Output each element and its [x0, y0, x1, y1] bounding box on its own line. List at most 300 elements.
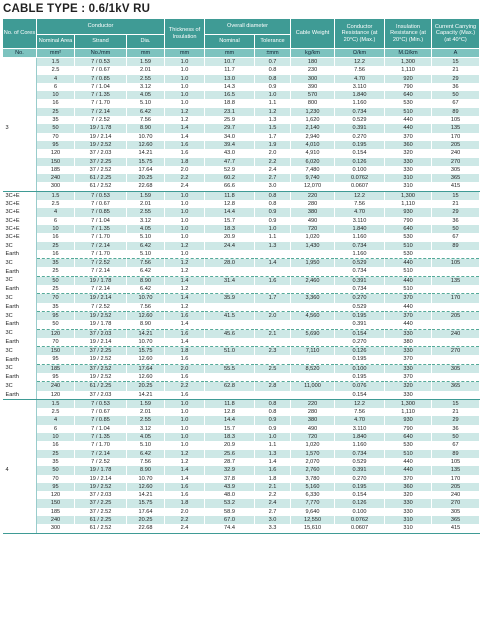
- table-row: [3, 466, 480, 474]
- header-conductor: Conductor: [37, 19, 165, 35]
- table-cell: 10: [37, 91, 75, 99]
- table-row: [3, 516, 480, 524]
- table-cell: [205, 391, 255, 400]
- table-row: [3, 338, 480, 347]
- table-cell: 7 / 2.52: [75, 303, 127, 312]
- table-cell: 0.270: [335, 133, 385, 141]
- table-cell: 17.64: [127, 508, 165, 516]
- table-cell: [291, 338, 335, 347]
- table-cell: 205: [432, 483, 480, 491]
- table-cell: [432, 373, 480, 382]
- table-cell: 1.0: [165, 58, 205, 67]
- table-cell: 1.5: [37, 58, 75, 67]
- table-cell: 1.6: [165, 329, 205, 338]
- table-cell: [432, 355, 480, 364]
- table-cell: 0.126: [335, 499, 385, 507]
- table-cell: 16: [37, 441, 75, 449]
- table-row: [3, 458, 480, 466]
- table-cell: 4,010: [291, 141, 335, 149]
- table-row: [3, 433, 480, 441]
- group-3-core: [3, 58, 480, 192]
- table-cell: 330: [385, 391, 432, 400]
- table-cell: 15: [432, 58, 480, 67]
- table-cell: 1.160: [335, 441, 385, 449]
- table-cell: 370: [385, 294, 432, 303]
- table-cell: 14.21: [127, 391, 165, 400]
- table-cell: 7.56: [127, 458, 165, 466]
- table-cell: 120: [37, 391, 75, 400]
- table-cell: 1.0: [165, 217, 205, 225]
- table-cell: 310: [385, 524, 432, 533]
- table-cell: 930: [385, 208, 432, 216]
- table-cell: 35: [37, 303, 75, 312]
- table-cell: 37 / 2.52: [75, 364, 127, 373]
- table-cell: 0.9: [255, 217, 291, 225]
- table-row: [3, 294, 480, 303]
- table-cell: 440: [385, 276, 432, 285]
- table-cell: 0.9: [255, 83, 291, 91]
- table-cell: 4.05: [127, 91, 165, 99]
- table-cell: 6,330: [291, 491, 335, 499]
- core-cell: [3, 425, 37, 433]
- table-cell: 570: [291, 91, 335, 99]
- table-cell: 25.9: [205, 116, 255, 124]
- table-cell: 7 / 2.52: [75, 458, 127, 466]
- table-cell: 9,640: [291, 508, 335, 516]
- table-cell: 790: [385, 83, 432, 91]
- table-cell: 0.126: [335, 158, 385, 166]
- table-cell: 1,300: [385, 58, 432, 67]
- table-cell: 510: [385, 267, 432, 276]
- table-cell: 1.5: [37, 191, 75, 200]
- table-cell: 37 / 2.03: [75, 391, 127, 400]
- table-row: [3, 329, 480, 338]
- table-cell: 14.4: [205, 208, 255, 216]
- table-cell: 17.64: [127, 364, 165, 373]
- table-cell: 510: [385, 108, 432, 116]
- core-cell: Earth: [3, 303, 37, 312]
- unit-cell: No.: [3, 49, 37, 58]
- table-cell: 89: [432, 450, 480, 458]
- table-cell: 15: [432, 191, 480, 200]
- table-cell: 1.6: [165, 373, 205, 382]
- table-row: [3, 242, 480, 250]
- core-cell: [3, 433, 37, 441]
- table-cell: 2,070: [291, 458, 335, 466]
- table-cell: 14.21: [127, 149, 165, 157]
- core-cell: [3, 99, 37, 107]
- table-cell: 0.270: [335, 475, 385, 483]
- table-cell: 10.70: [127, 133, 165, 141]
- table-cell: 20.25: [127, 174, 165, 182]
- table-row: [3, 133, 480, 141]
- unit-cell: kg/km: [291, 49, 335, 58]
- core-cell: [3, 182, 37, 191]
- table-cell: 0.270: [335, 294, 385, 303]
- table-cell: [291, 373, 335, 382]
- table-cell: 12.60: [127, 311, 165, 320]
- table-row: [3, 141, 480, 149]
- table-cell: 390: [291, 83, 335, 91]
- table-cell: 1.0: [165, 208, 205, 216]
- table-cell: 0.734: [335, 267, 385, 276]
- table-cell: 2.5: [37, 66, 75, 74]
- table-cell: 7.56: [335, 66, 385, 74]
- table-cell: 7,110: [291, 347, 335, 356]
- table-cell: 185: [37, 166, 75, 174]
- table-row: [3, 217, 480, 225]
- table-cell: 300: [291, 75, 335, 83]
- table-cell: 0.0762: [335, 174, 385, 182]
- table-cell: [205, 303, 255, 312]
- table-cell: 2.8: [255, 382, 291, 391]
- table-cell: 7 / 1.35: [75, 225, 127, 233]
- table-cell: 330: [385, 499, 432, 507]
- table-cell: 0.076: [335, 382, 385, 391]
- table-cell: 61 / 2.25: [75, 382, 127, 391]
- table-cell: 19 / 2.52: [75, 483, 127, 491]
- table-cell: 50: [37, 276, 75, 285]
- table-cell: 240: [37, 516, 75, 524]
- table-cell: 510: [385, 242, 432, 250]
- table-cell: [255, 338, 291, 347]
- table-cell: 4.70: [335, 75, 385, 83]
- table-cell: 1.3: [255, 242, 291, 250]
- table-cell: 67: [432, 233, 480, 241]
- table-cell: 24.4: [205, 242, 255, 250]
- core-cell: 3C+E: [3, 208, 37, 216]
- table-cell: 15,610: [291, 524, 335, 533]
- table-cell: 1.2: [165, 458, 205, 466]
- table-cell: 3.12: [127, 425, 165, 433]
- table-cell: 25: [37, 108, 75, 116]
- table-cell: 1,110: [385, 200, 432, 208]
- table-cell: 0.154: [335, 491, 385, 499]
- table-row: [3, 158, 480, 166]
- table-row: [3, 182, 480, 191]
- table-cell: 43.9: [205, 483, 255, 491]
- table-cell: [255, 391, 291, 400]
- table-cell: 15.75: [127, 347, 165, 356]
- table-cell: 1.1: [255, 233, 291, 241]
- table-cell: 1.0: [165, 200, 205, 208]
- table-cell: [291, 355, 335, 364]
- core-cell: 3C+E: [3, 200, 37, 208]
- table-cell: 19 / 1.78: [75, 320, 127, 329]
- table-cell: 240: [432, 149, 480, 157]
- table-cell: 1.2: [165, 267, 205, 276]
- table-row: [3, 116, 480, 124]
- core-cell: 4: [3, 466, 37, 474]
- table-cell: 0.391: [335, 276, 385, 285]
- table-cell: 3.12: [127, 217, 165, 225]
- table-cell: 270: [432, 499, 480, 507]
- table-cell: 640: [385, 433, 432, 441]
- table-row: [3, 475, 480, 483]
- unit-cell: Ω/km: [335, 49, 385, 58]
- table-cell: 11.8: [205, 191, 255, 200]
- table-cell: 0.8: [255, 399, 291, 408]
- table-cell: 1.160: [335, 99, 385, 107]
- unit-cell: No./mm: [75, 49, 127, 58]
- table-cell: 640: [385, 225, 432, 233]
- table-cell: 330: [385, 364, 432, 373]
- table-cell: 21: [432, 408, 480, 416]
- table-cell: 1.0: [165, 399, 205, 408]
- core-cell: [3, 108, 37, 116]
- table-cell: 7 / 0.85: [75, 75, 127, 83]
- table-cell: 185: [37, 364, 75, 373]
- table-cell: [291, 250, 335, 259]
- units-row: [3, 49, 480, 58]
- table-cell: 310: [385, 174, 432, 182]
- table-cell: 22.68: [127, 524, 165, 533]
- table-cell: 6.42: [127, 108, 165, 116]
- table-cell: 1.840: [335, 225, 385, 233]
- table-cell: 95: [37, 141, 75, 149]
- table-cell: 6.42: [127, 267, 165, 276]
- table-cell: 380: [385, 338, 432, 347]
- table-cell: 0.391: [335, 466, 385, 474]
- table-cell: 20.25: [127, 382, 165, 391]
- table-cell: 12,550: [291, 516, 335, 524]
- unit-cell: mm: [205, 49, 255, 58]
- table-cell: 1.2: [165, 116, 205, 124]
- table-cell: 0.8: [255, 66, 291, 74]
- table-row: [3, 508, 480, 516]
- core-cell: 3C: [3, 294, 37, 303]
- table-cell: 1.6: [165, 141, 205, 149]
- core-cell: 3C+E: [3, 217, 37, 225]
- table-cell: 205: [432, 141, 480, 149]
- table-cell: 19 / 2.14: [75, 475, 127, 483]
- table-cell: 1.4: [165, 338, 205, 347]
- table-cell: 1.2: [255, 108, 291, 116]
- table-cell: 270: [432, 158, 480, 166]
- core-cell: 3C: [3, 259, 37, 268]
- table-cell: 1.5: [255, 124, 291, 132]
- table-cell: 920: [385, 75, 432, 83]
- table-cell: 7.56: [127, 259, 165, 268]
- table-cell: 37 / 2.03: [75, 149, 127, 157]
- table-cell: 11.8: [205, 399, 255, 408]
- table-row: [3, 364, 480, 373]
- table-row: [3, 83, 480, 91]
- table-cell: 37 / 2.03: [75, 491, 127, 499]
- table-row: [3, 382, 480, 391]
- header-conductor-resistance: Conductor Resistance (at 20°C) (Max.): [335, 19, 385, 49]
- table-cell: 1.0: [165, 233, 205, 241]
- table-cell: 440: [385, 116, 432, 124]
- table-cell: 3.3: [255, 524, 291, 533]
- core-cell: 3C: [3, 276, 37, 285]
- table-cell: 4: [37, 75, 75, 83]
- table-cell: 16: [37, 99, 75, 107]
- table-cell: 89: [432, 108, 480, 116]
- table-cell: 0.391: [335, 124, 385, 132]
- table-cell: 8.90: [127, 466, 165, 474]
- table-cell: 1.0: [165, 408, 205, 416]
- table-cell: 1.4: [255, 259, 291, 268]
- table-row: [3, 174, 480, 182]
- table-cell: 440: [385, 124, 432, 132]
- table-row: [3, 250, 480, 259]
- table-row: [3, 58, 480, 67]
- table-cell: 1.8: [255, 475, 291, 483]
- table-cell: 3.12: [127, 83, 165, 91]
- table-cell: 370: [385, 133, 432, 141]
- table-cell: 300: [37, 524, 75, 533]
- core-cell: Earth: [3, 338, 37, 347]
- table-cell: 530: [385, 99, 432, 107]
- table-cell: 28.7: [205, 458, 255, 466]
- table-cell: 240: [37, 174, 75, 182]
- table-cell: 1.0: [165, 250, 205, 259]
- header-strand: Strand: [75, 35, 127, 49]
- header-overall-diameter: Overall diameter: [205, 19, 291, 35]
- table-cell: 150: [37, 499, 75, 507]
- unit-cell: ±mm: [255, 49, 291, 58]
- unit-cell: A: [432, 49, 480, 58]
- table-cell: 11.7: [205, 66, 255, 74]
- table-cell: 2.1: [255, 329, 291, 338]
- table-cell: 37 / 2.52: [75, 166, 127, 174]
- table-cell: 15: [432, 399, 480, 408]
- table-cell: 530: [385, 250, 432, 259]
- table-row: [3, 267, 480, 276]
- table-cell: 365: [432, 382, 480, 391]
- table-cell: 36: [432, 425, 480, 433]
- table-cell: 61 / 2.25: [75, 516, 127, 524]
- table-cell: 135: [432, 276, 480, 285]
- table-cell: 58.9: [205, 508, 255, 516]
- table-cell: [291, 320, 335, 329]
- table-row: [3, 347, 480, 356]
- table-cell: 330: [385, 347, 432, 356]
- table-cell: 170: [432, 133, 480, 141]
- table-row: [3, 66, 480, 74]
- core-cell: Earth: [3, 320, 37, 329]
- header-tolerance: Tolerance: [255, 35, 291, 49]
- table-cell: 61 / 2.52: [75, 182, 127, 191]
- table-cell: 2.01: [127, 408, 165, 416]
- table-cell: 25: [37, 450, 75, 458]
- table-cell: 37 / 2.25: [75, 347, 127, 356]
- table-cell: 1.0: [165, 75, 205, 83]
- table-cell: 2,140: [291, 124, 335, 132]
- table-cell: 12.60: [127, 373, 165, 382]
- table-cell: 29.7: [205, 124, 255, 132]
- table-cell: 370: [385, 373, 432, 382]
- core-cell: [3, 166, 37, 174]
- table-cell: [432, 391, 480, 400]
- table-cell: 25: [37, 242, 75, 250]
- table-cell: 6: [37, 83, 75, 91]
- table-cell: 5,160: [291, 483, 335, 491]
- table-row: [3, 399, 480, 408]
- table-cell: 95: [37, 483, 75, 491]
- table-cell: 120: [37, 149, 75, 157]
- table-cell: 2.2: [165, 174, 205, 182]
- table-cell: 32.9: [205, 466, 255, 474]
- table-cell: 1.6: [165, 149, 205, 157]
- table-cell: 360: [385, 141, 432, 149]
- table-cell: 19 / 2.52: [75, 141, 127, 149]
- table-cell: 0.734: [335, 242, 385, 250]
- table-cell: 0.734: [335, 285, 385, 294]
- table-cell: 2.55: [127, 75, 165, 83]
- table-row: [3, 408, 480, 416]
- table-cell: 2.0: [165, 166, 205, 174]
- unit-cell: M.Ω/km: [385, 49, 432, 58]
- table-row: [3, 149, 480, 157]
- table-cell: 1.4: [165, 466, 205, 474]
- core-cell: [3, 399, 37, 408]
- table-cell: 35: [37, 259, 75, 268]
- table-cell: 1.3: [255, 450, 291, 458]
- table-row: [3, 416, 480, 424]
- table-cell: 790: [385, 217, 432, 225]
- table-cell: 415: [432, 182, 480, 191]
- table-cell: 1.0: [165, 433, 205, 441]
- table-cell: 18.3: [205, 433, 255, 441]
- table-cell: 50: [37, 320, 75, 329]
- header-cable-weight: Cable Weight: [291, 19, 335, 49]
- table-cell: 15.7: [205, 425, 255, 433]
- table-cell: 800: [291, 99, 335, 107]
- table-cell: 50: [432, 225, 480, 233]
- table-cell: 330: [385, 158, 432, 166]
- table-cell: 8.90: [127, 320, 165, 329]
- table-cell: 0.8: [255, 191, 291, 200]
- table-cell: 55.5: [205, 364, 255, 373]
- table-cell: 16.5: [205, 91, 255, 99]
- core-cell: [3, 141, 37, 149]
- table-cell: 230: [291, 66, 335, 74]
- table-row: [3, 191, 480, 200]
- table-cell: 7.56: [335, 408, 385, 416]
- unit-cell: mm: [127, 49, 165, 58]
- table-row: [3, 99, 480, 107]
- table-cell: [291, 391, 335, 400]
- table-cell: 15.75: [127, 158, 165, 166]
- table-cell: 0.9: [255, 425, 291, 433]
- table-cell: 70: [37, 133, 75, 141]
- table-row: [3, 491, 480, 499]
- table-cell: 21: [432, 200, 480, 208]
- table-cell: 37 / 2.25: [75, 499, 127, 507]
- table-cell: 7 / 1.04: [75, 425, 127, 433]
- table-cell: 2.0: [165, 364, 205, 373]
- table-cell: 2.2: [165, 516, 205, 524]
- table-cell: 12.60: [127, 141, 165, 149]
- table-cell: 240: [432, 329, 480, 338]
- table-cell: 0.8: [255, 200, 291, 208]
- core-cell: [3, 499, 37, 507]
- table-cell: 2.4: [255, 499, 291, 507]
- table-cell: 19 / 1.78: [75, 276, 127, 285]
- table-cell: 7.56: [335, 200, 385, 208]
- table-cell: 5.10: [127, 250, 165, 259]
- table-cell: 2.01: [127, 200, 165, 208]
- table-cell: 1.0: [165, 91, 205, 99]
- core-cell: [3, 58, 37, 67]
- table-row: [3, 285, 480, 294]
- table-cell: 7 / 2.14: [75, 242, 127, 250]
- table-cell: 36: [432, 217, 480, 225]
- table-cell: 7 / 2.14: [75, 267, 127, 276]
- table-cell: [255, 267, 291, 276]
